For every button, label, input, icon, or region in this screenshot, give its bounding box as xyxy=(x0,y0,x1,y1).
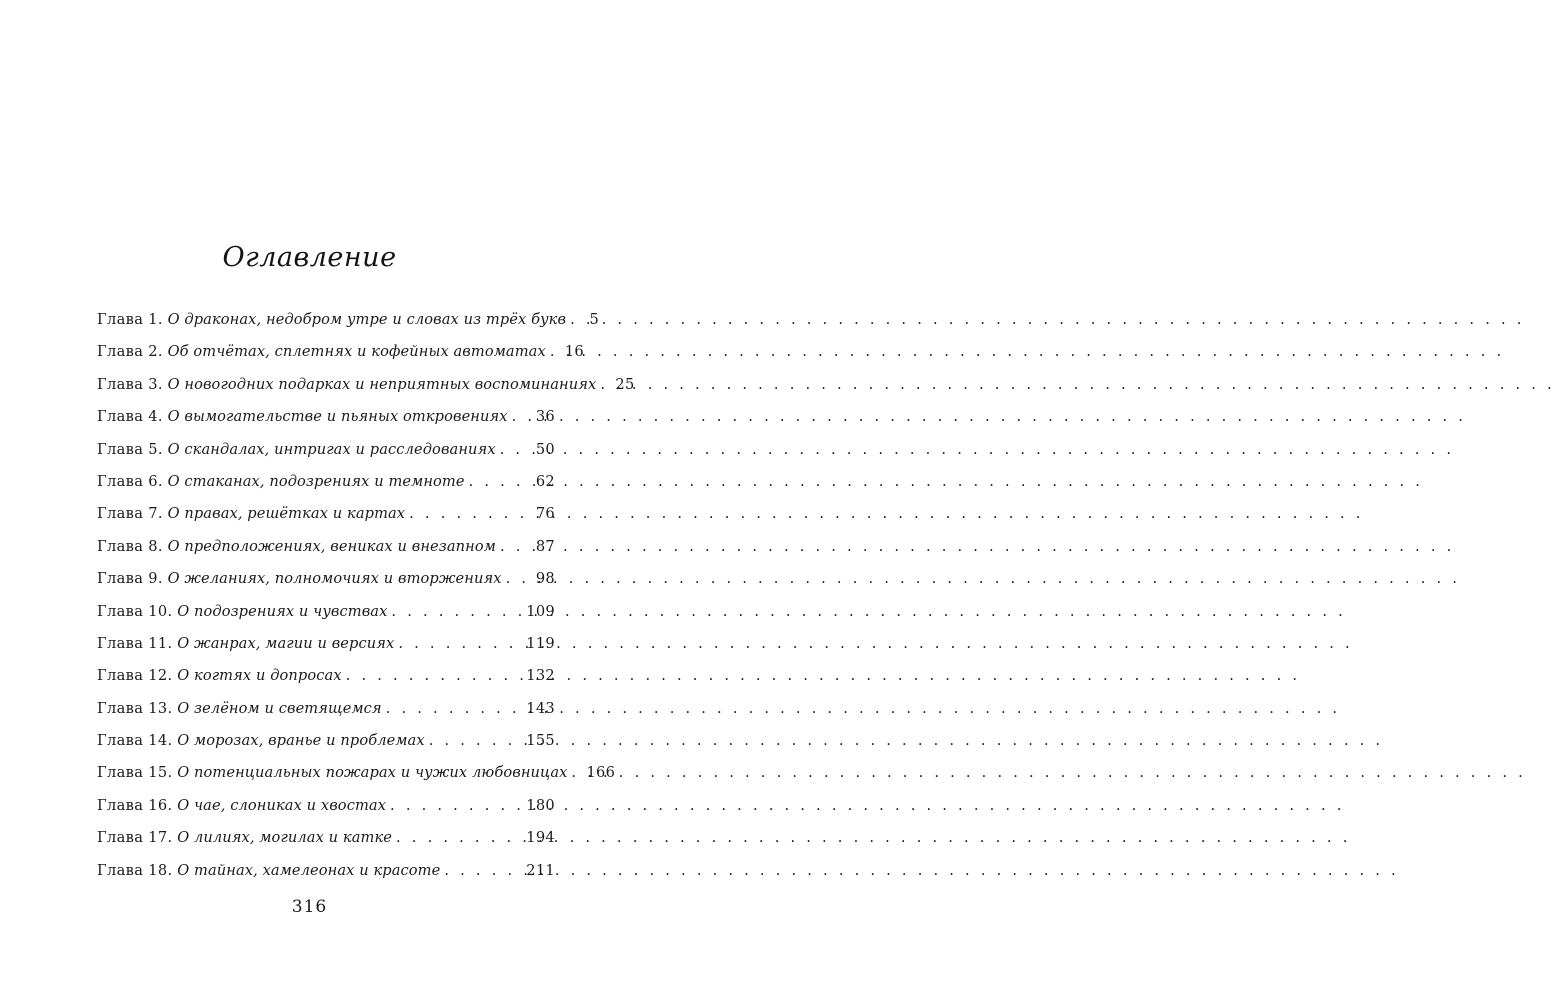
chapter-label: Глава 9. xyxy=(97,570,163,588)
chapter-label: Глава 16. xyxy=(97,796,173,814)
toc-entry xyxy=(97,725,555,757)
chapter-page: 109 xyxy=(526,602,555,620)
chapter-label: Глава 14. xyxy=(97,732,173,750)
chapter-page: 166 xyxy=(586,764,616,782)
chapter-page: 155 xyxy=(526,732,555,750)
toc-entry xyxy=(97,757,616,789)
chapter-label: Глава 18. xyxy=(97,861,173,879)
chapter-label: Глава 3. xyxy=(97,375,163,393)
chapter-page: 50 xyxy=(535,440,555,458)
chapter-title: О правах, решётках и картах xyxy=(167,505,406,523)
book-page xyxy=(0,0,635,1000)
dot-leader xyxy=(506,563,533,595)
dot-leader xyxy=(600,369,612,401)
dot-leader xyxy=(500,531,533,563)
chapter-title: О чае, слониках и хвостах xyxy=(177,796,387,814)
toc-entry xyxy=(97,466,555,498)
chapter-title: О предположениях, вениках и внезапном xyxy=(167,537,496,555)
page-number: 316 xyxy=(291,897,328,917)
dot-leader xyxy=(570,304,582,336)
chapter-title: О лилиях, могилах и катке xyxy=(177,829,393,847)
toc-heading: Оглавление xyxy=(222,242,397,273)
chapter-title: О жанрах, магии и версиях xyxy=(177,634,395,652)
dot-leader xyxy=(571,757,583,789)
toc-entry xyxy=(97,693,555,725)
dot-leader xyxy=(386,693,524,725)
chapter-page: 16 xyxy=(564,343,584,361)
dot-leader xyxy=(444,855,523,887)
toc-entry xyxy=(97,855,555,887)
chapter-page: 76 xyxy=(535,505,555,523)
toc-entry xyxy=(97,628,555,660)
chapter-title: О стаканах, подозрениях и темноте xyxy=(167,472,465,490)
chapter-page: 211 xyxy=(526,861,555,879)
table-of-contents xyxy=(97,304,635,887)
chapter-page: 36 xyxy=(535,408,555,426)
dot-leader xyxy=(500,434,533,466)
chapter-label: Глава 13. xyxy=(97,699,173,717)
dot-leader xyxy=(391,596,523,628)
chapter-label: Глава 11. xyxy=(97,634,173,652)
chapter-title: О когтях и допросах xyxy=(177,667,342,685)
chapter-title: О потенциальных пожарах и чужих любовницах xyxy=(177,764,568,782)
dot-leader xyxy=(429,725,524,757)
toc-entry xyxy=(97,369,635,401)
toc-entry xyxy=(97,498,555,530)
toc-entry xyxy=(97,304,600,336)
chapter-title: О подозрениях и чувствах xyxy=(177,602,388,620)
dot-leader xyxy=(469,466,533,498)
chapter-page: 62 xyxy=(535,472,555,490)
toc-entry xyxy=(97,531,555,563)
chapter-label: Глава 15. xyxy=(97,764,173,782)
dot-leader xyxy=(390,790,523,822)
dot-leader xyxy=(396,822,523,854)
toc-entry xyxy=(97,790,555,822)
chapter-page: 132 xyxy=(526,667,555,685)
chapter-page: 98 xyxy=(535,570,555,588)
chapter-title: О желаниях, полномочиях и вторжениях xyxy=(167,570,502,588)
toc-entry xyxy=(97,401,555,433)
chapter-label: Глава 6. xyxy=(97,472,163,490)
chapter-page: 87 xyxy=(535,537,555,555)
toc-entry xyxy=(97,822,555,854)
toc-entry xyxy=(97,660,555,692)
toc-entry xyxy=(97,336,584,368)
chapter-page: 194 xyxy=(526,829,555,847)
chapter-label: Глава 10. xyxy=(97,602,173,620)
dot-leader xyxy=(398,628,523,660)
chapter-title: О драконах, недобром утре и словах из трёх букв xyxy=(167,311,567,328)
chapter-title: О зелёном и светящемся xyxy=(177,699,382,717)
toc-entry xyxy=(97,596,555,628)
toc-entry xyxy=(97,434,555,466)
chapter-page: 180 xyxy=(526,796,555,814)
toc-entry xyxy=(97,563,555,595)
dot-leader xyxy=(409,498,533,530)
chapter-page: 119 xyxy=(526,634,555,652)
chapter-title: О новогодних подарках и неприятных воспоминаниях xyxy=(167,375,597,393)
chapter-title: О скандалах, интригах и расследованиях xyxy=(167,440,496,458)
chapter-page: 5 xyxy=(589,311,600,328)
chapter-page: 143 xyxy=(526,699,555,717)
chapter-label: Глава 8. xyxy=(97,537,163,555)
chapter-title: О вымогательстве и пьяных откровениях xyxy=(167,408,508,426)
chapter-page: 25 xyxy=(615,375,635,393)
chapter-label: Глава 5. xyxy=(97,440,163,458)
dot-leader xyxy=(550,336,562,368)
chapter-label: Глава 12. xyxy=(97,667,173,685)
chapter-label: Глава 7. xyxy=(97,505,163,523)
chapter-label: Глава 2. xyxy=(97,343,163,361)
chapter-label: Глава 4. xyxy=(97,408,163,426)
chapter-title: О морозах, вранье и проблемах xyxy=(177,732,425,750)
chapter-label: Глава 17. xyxy=(97,829,173,847)
dot-leader xyxy=(346,660,524,692)
chapter-title: О тайнах, хамелеонах и красоте xyxy=(177,861,441,879)
chapter-title: Об отчётах, сплетнях и кофейных автоматах xyxy=(167,343,546,361)
dot-leader xyxy=(512,401,533,433)
chapter-label: Глава 1. xyxy=(97,311,163,328)
